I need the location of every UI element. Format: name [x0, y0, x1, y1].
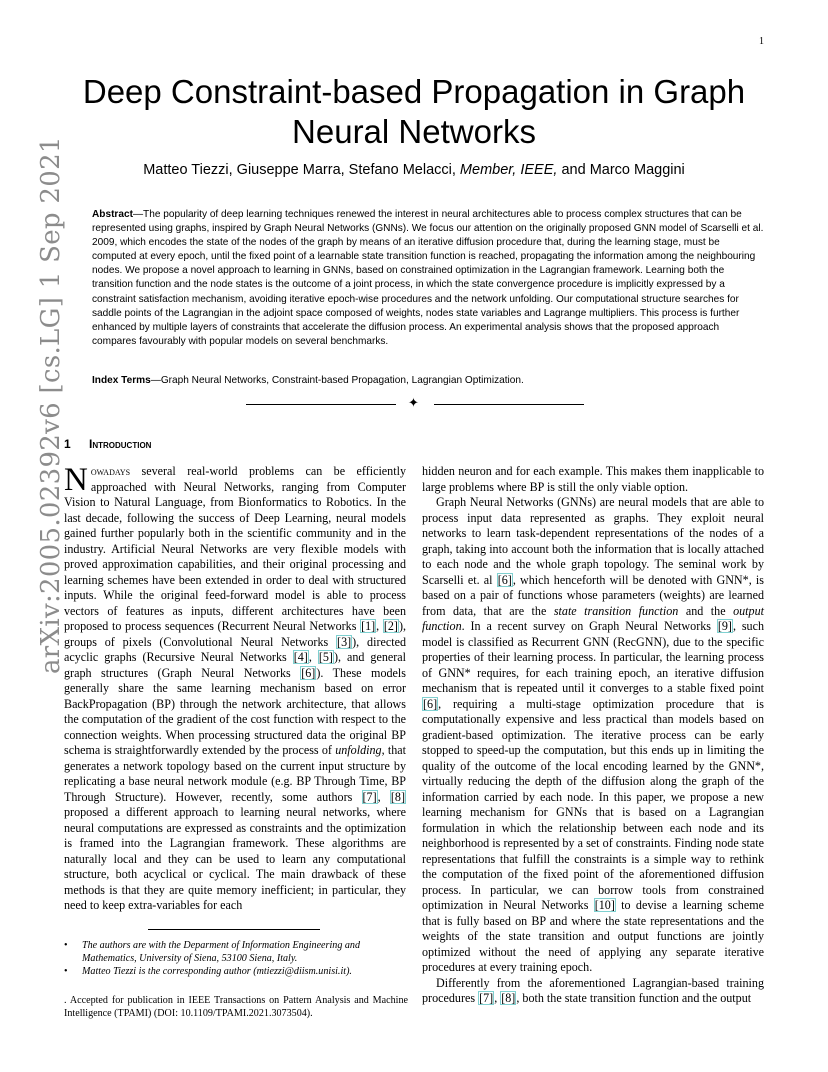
- text-run: ,: [494, 991, 501, 1005]
- footnote-item: [64, 939, 408, 965]
- intro-paragraph-3: [422, 976, 764, 1007]
- text-run: ,: [308, 650, 318, 664]
- lead-in-smallcaps: owadays: [90, 464, 131, 478]
- text-run: , requiring a multi-stage optimization procedure that is computationally expensive and less practical than models based on gradient-based optimization. The iterative process can be early stopped to speed-up the computation, but this ends up in limiting the quality of the outcome of the local encoding learned by the GNN*, virtually reducing the depth of the diffusion along the graph of the information carried by each node. In this paper, we propose a new learning mechanism for GNNs that is based on a Lagrangian formulation in which the relationship between each node and its neighborhood is represented by a set of constraints. Finding node state representations that fulfill the constraints is a simple way to rethink the computation of the fixed point of the aforementioned diffusion process. In particular, we can borrow tools from constrained optimization in Neural Networks: [422, 696, 764, 912]
- left-column: [64, 464, 406, 914]
- text-run: ), directed acyclic graphs (Recursive Neural Networks: [64, 634, 406, 664]
- citation-link[interactable]: [10]: [594, 898, 615, 912]
- text-run: , which henceforth will be denoted with GNN*, is based on a pair of functions whose parameters (weights) are learned from data, that are the: [422, 572, 764, 618]
- abstract: [92, 208, 764, 349]
- citation-link[interactable]: [2]: [383, 619, 398, 633]
- intro-paragraph-2: [422, 495, 764, 976]
- section-number: 1: [64, 437, 71, 451]
- text-run: ), and general graph structures (Graph Neural Networks: [64, 650, 406, 680]
- footnote-text: Matteo Tiezzi is the corresponding author (mtiezzi@diism.unisi.it).: [82, 966, 352, 978]
- citation-link[interactable]: [1]: [361, 619, 376, 633]
- footnotes: [64, 939, 408, 1020]
- text-run: ), groups of pixels (Convolutional Neural Networks: [64, 619, 406, 649]
- divider-ornament-icon: ✦: [408, 396, 419, 411]
- footnote-item: [64, 965, 408, 978]
- abstract-text: —The popularity of deep learning techniques renewed the interest in neural architectures able to process complex structures that can be represented using graphs, inspired by Graph Neural Networks (GNNs). We focus our attention on the originally proposed GNN model of Scarselli et al. 2009, which encodes the state of the nodes of the graph by means of an iterative diffusion procedure that, during the learning stage, must be computed at every epoch, until the fixed point of a learnable state transition function is reached, propagating the information among the neighbouring nodes. We propose a novel approach to learning in GNNs, based on constrained optimization in the Lagrangian framework. Learning both the transition function and the node states is the outcome of a joint process, in which the state convergence procedure is implicitly expressed by a constraint satisfaction mechanism, avoiding iterative epoch-wise procedures and the network unfolding. Our computational structure searches for saddle points of the Lagrangian in the adjoint space composed of weights, nodes state variables and Lagrange multipliers. This process is further enhanced by multiple layers of constraints that accelerate the diffusion process. An experimental analysis shows that the proposed approach compares favourably with popular models on several benchmarks.: [92, 209, 764, 347]
- arxiv-identifier-stamp[interactable]: arXiv:2005.02392v6 [cs.LG] 1 Sep 2021: [36, 136, 66, 674]
- index-terms: [92, 375, 764, 386]
- intro-paragraph-1: [64, 464, 406, 914]
- citation-link[interactable]: [7]: [479, 991, 494, 1005]
- section-heading: [64, 437, 151, 451]
- paper-title: Deep Constraint-based Propagation in Graph Neural Networks: [82, 73, 746, 150]
- text-run: Differently from the aforementioned Lagrangian-based training procedures: [422, 975, 764, 1005]
- footnote-rule: [148, 929, 320, 930]
- bullet-icon: •: [64, 966, 68, 978]
- citation-link[interactable]: [7]: [362, 789, 377, 804]
- text-run: and the: [678, 603, 734, 618]
- citation-link[interactable]: [6]: [301, 665, 316, 680]
- bullet-icon: •: [64, 940, 68, 951]
- citation-link[interactable]: [6]: [497, 572, 512, 587]
- citation-link[interactable]: [9]: [717, 619, 732, 633]
- citation-link[interactable]: [4]: [293, 650, 308, 664]
- index-terms-label: Index Terms: [92, 375, 151, 386]
- emphasis-term: unfolding: [335, 743, 382, 757]
- drop-cap: N: [64, 462, 88, 498]
- citation-link[interactable]: [5]: [318, 650, 333, 664]
- index-terms-text: —Graph Neural Networks, Constraint-based Propagation, Lagrangian Optimization.: [150, 375, 524, 386]
- page-number: 1: [759, 36, 764, 47]
- text-run: , both the state transition function and the output: [516, 991, 752, 1005]
- text-run: Graph Neural Networks (GNNs) are neural models that are able to process input data represented as graphs. They exploit neural networks to learn task-dependent representations of the nodes of a graph, taking into account both the information that is locally attached to each node and the whole graph topology. The seminal work by Scarselli et. al: [422, 495, 764, 587]
- abstract-label: Abstract: [92, 209, 133, 220]
- text-run: , that generates a network topology based on the current input structure by replicating a base neural network module (e.g. BP Through Time, BP Through Structure). However, recently, some authors: [64, 743, 406, 804]
- author-names: Matteo Tiezzi, Giuseppe Marra, Stefano Melacci,: [143, 162, 456, 178]
- emphasis-term: state transition function: [553, 603, 679, 618]
- author-last: and Marco Maggini: [561, 162, 685, 178]
- section-title: Introduction: [89, 437, 152, 451]
- citation-link[interactable]: [8]: [501, 991, 516, 1005]
- text-run: ,: [377, 789, 390, 804]
- author-list: [80, 162, 748, 178]
- right-column: [422, 464, 764, 1007]
- text-run: to devise a learning scheme that is fully based on BP and where the state representations and the weights of the state transition and output functions are jointly optimized without the need of applying any separate iterative procedures at every training epoch.: [422, 898, 764, 974]
- footnote-list: [64, 939, 408, 978]
- acceptance-note: . Accepted for publication in IEEE Transactions on Pattern Analysis and Machine Intelligence (TPAMI) (DOI: 10.1109/TPAMI.2021.3073504).: [64, 995, 408, 1020]
- citation-link[interactable]: [8]: [390, 789, 405, 804]
- citation-link[interactable]: [6]: [423, 696, 438, 711]
- author-membership: Member, IEEE,: [459, 162, 558, 178]
- text-run: ). These models generally share the same learning mechanism based on error BackPropagation (BP) through the network architecture, that allows the computation of the gradient of the cost function with respect to the connection weights. When processing structured data the original BP schema is straightforwardly extended by the process of: [64, 665, 406, 757]
- text-run: . In a recent survey on Graph Neural Networks: [461, 619, 717, 633]
- text-run: , such model is classified as Recurrent GNN (RecGNN), due to the specific properties of their learning process. In particular, the learning process of GNN* requires, for each training epoch, an iterative diffusion mechanism that is repeated until it converges to a stable fixed point: [422, 619, 765, 695]
- emphasis-term: output function: [422, 603, 764, 633]
- divider-rule-right: [434, 404, 584, 405]
- text-run: several real-world problems can be efficiently approached with Neural Networks, ranging from Computer Vision to Natural Language, from Bionformatics to Robotics. In the last decade, following the success of Deep Learning, neural models gained further popularly both in the scientific community and in the industry. Artificial Neural Networks are very flexible models with proved approximation capabilities, and their original processing and learning schemes have been extended in order to deal with structured inputs. While the original feed-forward model is able to process vectors of features as inputs, different architectures have been proposed to process sequences (Recurrent Neural Networks: [64, 464, 406, 633]
- divider-rule-left: [246, 404, 396, 405]
- text-run: ,: [376, 619, 383, 633]
- section-divider: [246, 395, 584, 415]
- continuation-paragraph: hidden neuron and for each example. This makes them inapplicable to large problems where BP is still the only viable option.: [422, 464, 764, 494]
- footnote-text: The authors are with the Deparment of Information Engineering and Mathematics, University of Siena, 53100 Siena, Italy.: [82, 940, 361, 965]
- text-run: proposed a different approach to learning neural networks, where neural computations are expressed as constraints and the optimization is framed into the Lagrangian framework. These algorithms are naturally local and they can be used to learn any computational structure, both acyclical or cyclical. The main drawback of these methods is that they are quite memory inefficient; in particular, they need to keep extra-variables for each: [64, 805, 406, 912]
- citation-link[interactable]: [3]: [337, 634, 352, 649]
